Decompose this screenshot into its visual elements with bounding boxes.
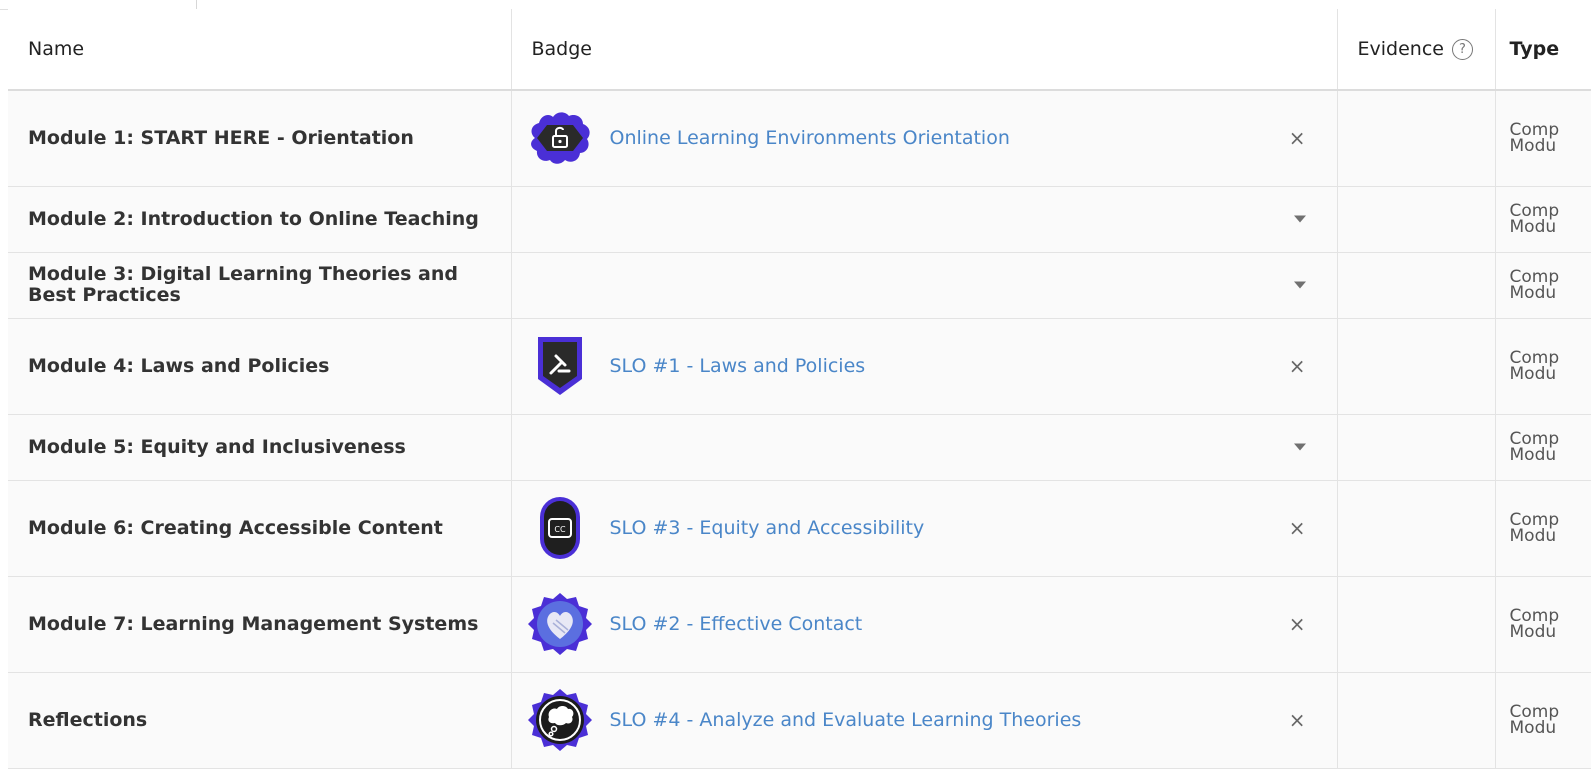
badge-link[interactable]: Online Learning Environments Orientation (609, 127, 1010, 150)
evidence-cell (1337, 576, 1495, 672)
column-header-evidence (1337, 9, 1495, 90)
column-header-name: Name (8, 9, 511, 90)
evidence-cell (1337, 480, 1495, 576)
type-cell (1495, 480, 1591, 576)
badge-cell (511, 480, 1337, 576)
row-name: Module 7: Learning Management Systems (8, 576, 511, 672)
help-icon[interactable]: ? (1452, 39, 1473, 60)
unlock-icon (525, 103, 595, 173)
closed-caption-icon (525, 493, 595, 563)
evidence-cell (1337, 252, 1495, 318)
type-cell (1495, 414, 1591, 480)
table-row (8, 576, 1591, 672)
type-line-2: Modu (1509, 136, 1557, 157)
type-line-1: Comp (1509, 606, 1560, 626)
tab-separator (196, 0, 197, 9)
type-line-2: Modu (1509, 364, 1557, 384)
type-line-2: Modu (1509, 283, 1557, 303)
badge-dropdown-caret-icon[interactable] (1294, 282, 1306, 289)
remove-badge-icon[interactable]: × (1288, 612, 1306, 636)
row-name: Module 3: Digital Learning Theories and Best Practices (8, 252, 511, 318)
badge-cell[interactable] (511, 252, 1337, 318)
badge-dropdown-caret-icon[interactable] (1294, 444, 1306, 451)
evidence-cell (1337, 414, 1495, 480)
type-cell (1495, 672, 1591, 768)
row-name: Module 1: START HERE - Orientation (8, 90, 511, 186)
column-header-type: Type (1495, 9, 1591, 90)
table-row (8, 186, 1591, 252)
type-line-1: Comp (1509, 120, 1560, 141)
column-header-badge: Badge (511, 9, 1337, 90)
remove-badge-icon[interactable]: × (1288, 354, 1306, 378)
badge-link[interactable]: SLO #2 - Effective Contact (609, 613, 863, 635)
remove-badge-icon[interactable]: × (1288, 708, 1306, 732)
type-line-1: Comp (1509, 267, 1560, 287)
type-cell (1495, 252, 1591, 318)
badge-cell (511, 576, 1337, 672)
table-row (8, 90, 1591, 186)
type-line-1: Comp (1509, 702, 1560, 722)
type-line-1: Comp (1509, 201, 1560, 221)
heart-handshake-icon (525, 589, 595, 659)
row-name: Module 4: Laws and Policies (8, 318, 511, 414)
gavel-icon (525, 331, 595, 401)
type-cell (1495, 186, 1591, 252)
type-line-2: Modu (1509, 622, 1557, 642)
evidence-cell (1337, 90, 1495, 186)
evidence-cell (1337, 186, 1495, 252)
badge-link[interactable]: SLO #1 - Laws and Policies (609, 355, 866, 377)
type-line-2: Modu (1509, 445, 1557, 465)
type-line-2: Modu (1509, 526, 1557, 546)
row-name: Module 5: Equity and Inclusiveness (8, 414, 511, 480)
type-line-1: Comp (1509, 429, 1560, 449)
evidence-header-label: Evidence (1357, 38, 1444, 60)
badge-dropdown-caret-icon[interactable] (1294, 216, 1306, 223)
thought-bubble-icon (525, 685, 595, 755)
badge-link[interactable]: SLO #3 - Equity and Accessibility (609, 517, 925, 539)
svg-text:CC: CC (553, 525, 566, 534)
row-name: Module 6: Creating Accessible Content (8, 480, 511, 576)
badge-cell (511, 318, 1337, 414)
badge-cell (511, 672, 1337, 768)
type-line-1: Comp (1509, 348, 1560, 368)
type-line-2: Modu (1509, 718, 1557, 738)
table-row (8, 480, 1591, 576)
type-cell (1495, 90, 1591, 186)
row-name: Reflections (8, 672, 511, 768)
remove-badge-icon[interactable]: × (1288, 126, 1306, 151)
table-row (8, 414, 1591, 480)
badge-cell (511, 90, 1337, 186)
row-name: Module 2: Introduction to Online Teaching (8, 186, 511, 252)
badge-cell[interactable] (511, 186, 1337, 252)
table-row (8, 252, 1591, 318)
table-header-row (8, 9, 1591, 90)
type-line-1: Comp (1509, 510, 1560, 530)
table-row (8, 672, 1591, 768)
type-line-2: Modu (1509, 217, 1557, 237)
evidence-cell (1337, 318, 1495, 414)
type-cell (1495, 576, 1591, 672)
evidence-cell (1337, 672, 1495, 768)
badge-assignment-table (8, 9, 1591, 769)
table-row (8, 318, 1591, 414)
type-cell (1495, 318, 1591, 414)
remove-badge-icon[interactable]: × (1288, 516, 1306, 540)
badge-link[interactable]: SLO #4 - Analyze and Evaluate Learning Theories (609, 709, 1082, 731)
badge-cell[interactable] (511, 414, 1337, 480)
